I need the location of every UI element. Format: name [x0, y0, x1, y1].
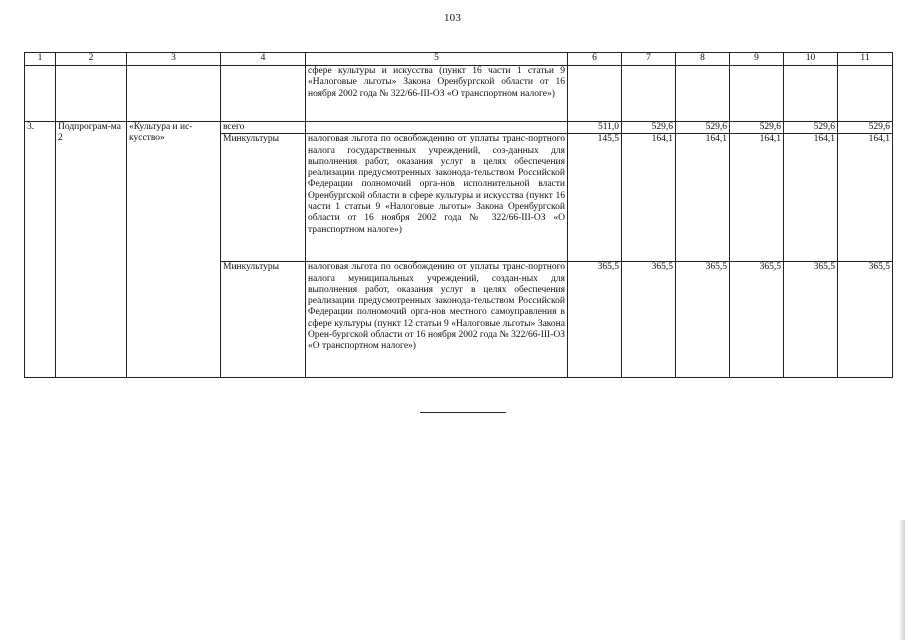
value-cell: 145,5 — [568, 134, 622, 262]
table-cell — [838, 66, 893, 122]
table-cell — [676, 66, 730, 122]
value-cell: 365,5 — [838, 262, 893, 378]
column-number: 9 — [730, 53, 784, 66]
column-number: 7 — [622, 53, 676, 66]
value-cell: 365,5 — [568, 262, 622, 378]
column-number: 10 — [784, 53, 838, 66]
column-number: 1 — [25, 53, 56, 66]
value-cell: 511,0 — [568, 122, 622, 134]
column-number-row — [25, 53, 893, 66]
column-number: 3 — [127, 53, 221, 66]
value-cell: 164,1 — [784, 134, 838, 262]
value-cell: 365,5 — [730, 262, 784, 378]
row-index: 3. — [25, 122, 56, 378]
column-number: 4 — [221, 53, 306, 66]
value-cell: 529,6 — [838, 122, 893, 134]
column-number: 8 — [676, 53, 730, 66]
table-cell — [568, 66, 622, 122]
table-cell — [784, 66, 838, 122]
measure-description: налоговая льгота по освобождению от уплаты транс-портного налога государственных учреждений, соз-данных для выполнения работ, оказания услуг в целях обеспечения реализации предусмотренных законода-тельством Российской Федерации полномочий орга-нов исполнительной власти Оренбургской области в сфере культуры и искусства (пункт 16 части 1 статьи 9 «Налоговые льготы» Закона Оренбургской области от 16 ноября 2002 года № 322/66-III-ОЗ «О транспортном налоге») — [306, 134, 568, 262]
column-number: 6 — [568, 53, 622, 66]
program-title: «Культура и ис-кусство» — [127, 122, 221, 378]
subprogram-name: Подпрограм-ма 2 — [56, 122, 127, 378]
measure-description: сфере культуры и искусства (пункт 16 части 1 статьи 9 «Налоговые льготы» Закона Оренбургской области от 16 ноября 2002 года № 322/66-III-ОЗ «О транспортном налоге») — [306, 66, 568, 122]
value-cell: 529,6 — [622, 122, 676, 134]
table-cell — [127, 66, 221, 122]
page-number: 103 — [443, 12, 462, 24]
table-cell — [730, 66, 784, 122]
column-number: 5 — [306, 53, 568, 66]
table-row-total — [25, 122, 893, 134]
agency-cell: Минкультуры — [221, 262, 306, 378]
table-row-continuation — [25, 66, 893, 122]
description-cell — [306, 122, 568, 134]
value-cell: 529,6 — [730, 122, 784, 134]
value-cell: 164,1 — [622, 134, 676, 262]
table-cell — [221, 66, 306, 122]
value-cell: 529,6 — [676, 122, 730, 134]
value-cell: 365,5 — [676, 262, 730, 378]
table-cell — [622, 66, 676, 122]
scan-edge-shadow — [899, 520, 905, 640]
value-cell: 164,1 — [676, 134, 730, 262]
value-cell: 164,1 — [730, 134, 784, 262]
agency-cell: всего — [221, 122, 306, 134]
column-number: 11 — [838, 53, 893, 66]
value-cell: 365,5 — [622, 262, 676, 378]
agency-cell: Минкультуры — [221, 134, 306, 262]
table-cell — [25, 66, 56, 122]
budget-table — [24, 52, 893, 378]
table-cell — [56, 66, 127, 122]
value-cell: 164,1 — [838, 134, 893, 262]
value-cell: 365,5 — [784, 262, 838, 378]
column-number: 2 — [56, 53, 127, 66]
value-cell: 529,6 — [784, 122, 838, 134]
measure-description: налоговая льгота по освобождению от уплаты транс-портного налога муниципальных учреждений, создан-ных для выполнения работ, оказания услуг в целях обеспечения реализации предусмотренных законода-тельством Российской Федерации полномочий орга-нов местного самоуправления в сфере культуры (пункт 12 статьи 9 «Налоговые льготы» Закона Орен-бургской области от 16 ноября 2002 года № 322/66-III-ОЗ «О транспортном налоге») — [306, 262, 568, 378]
end-divider — [420, 412, 506, 413]
